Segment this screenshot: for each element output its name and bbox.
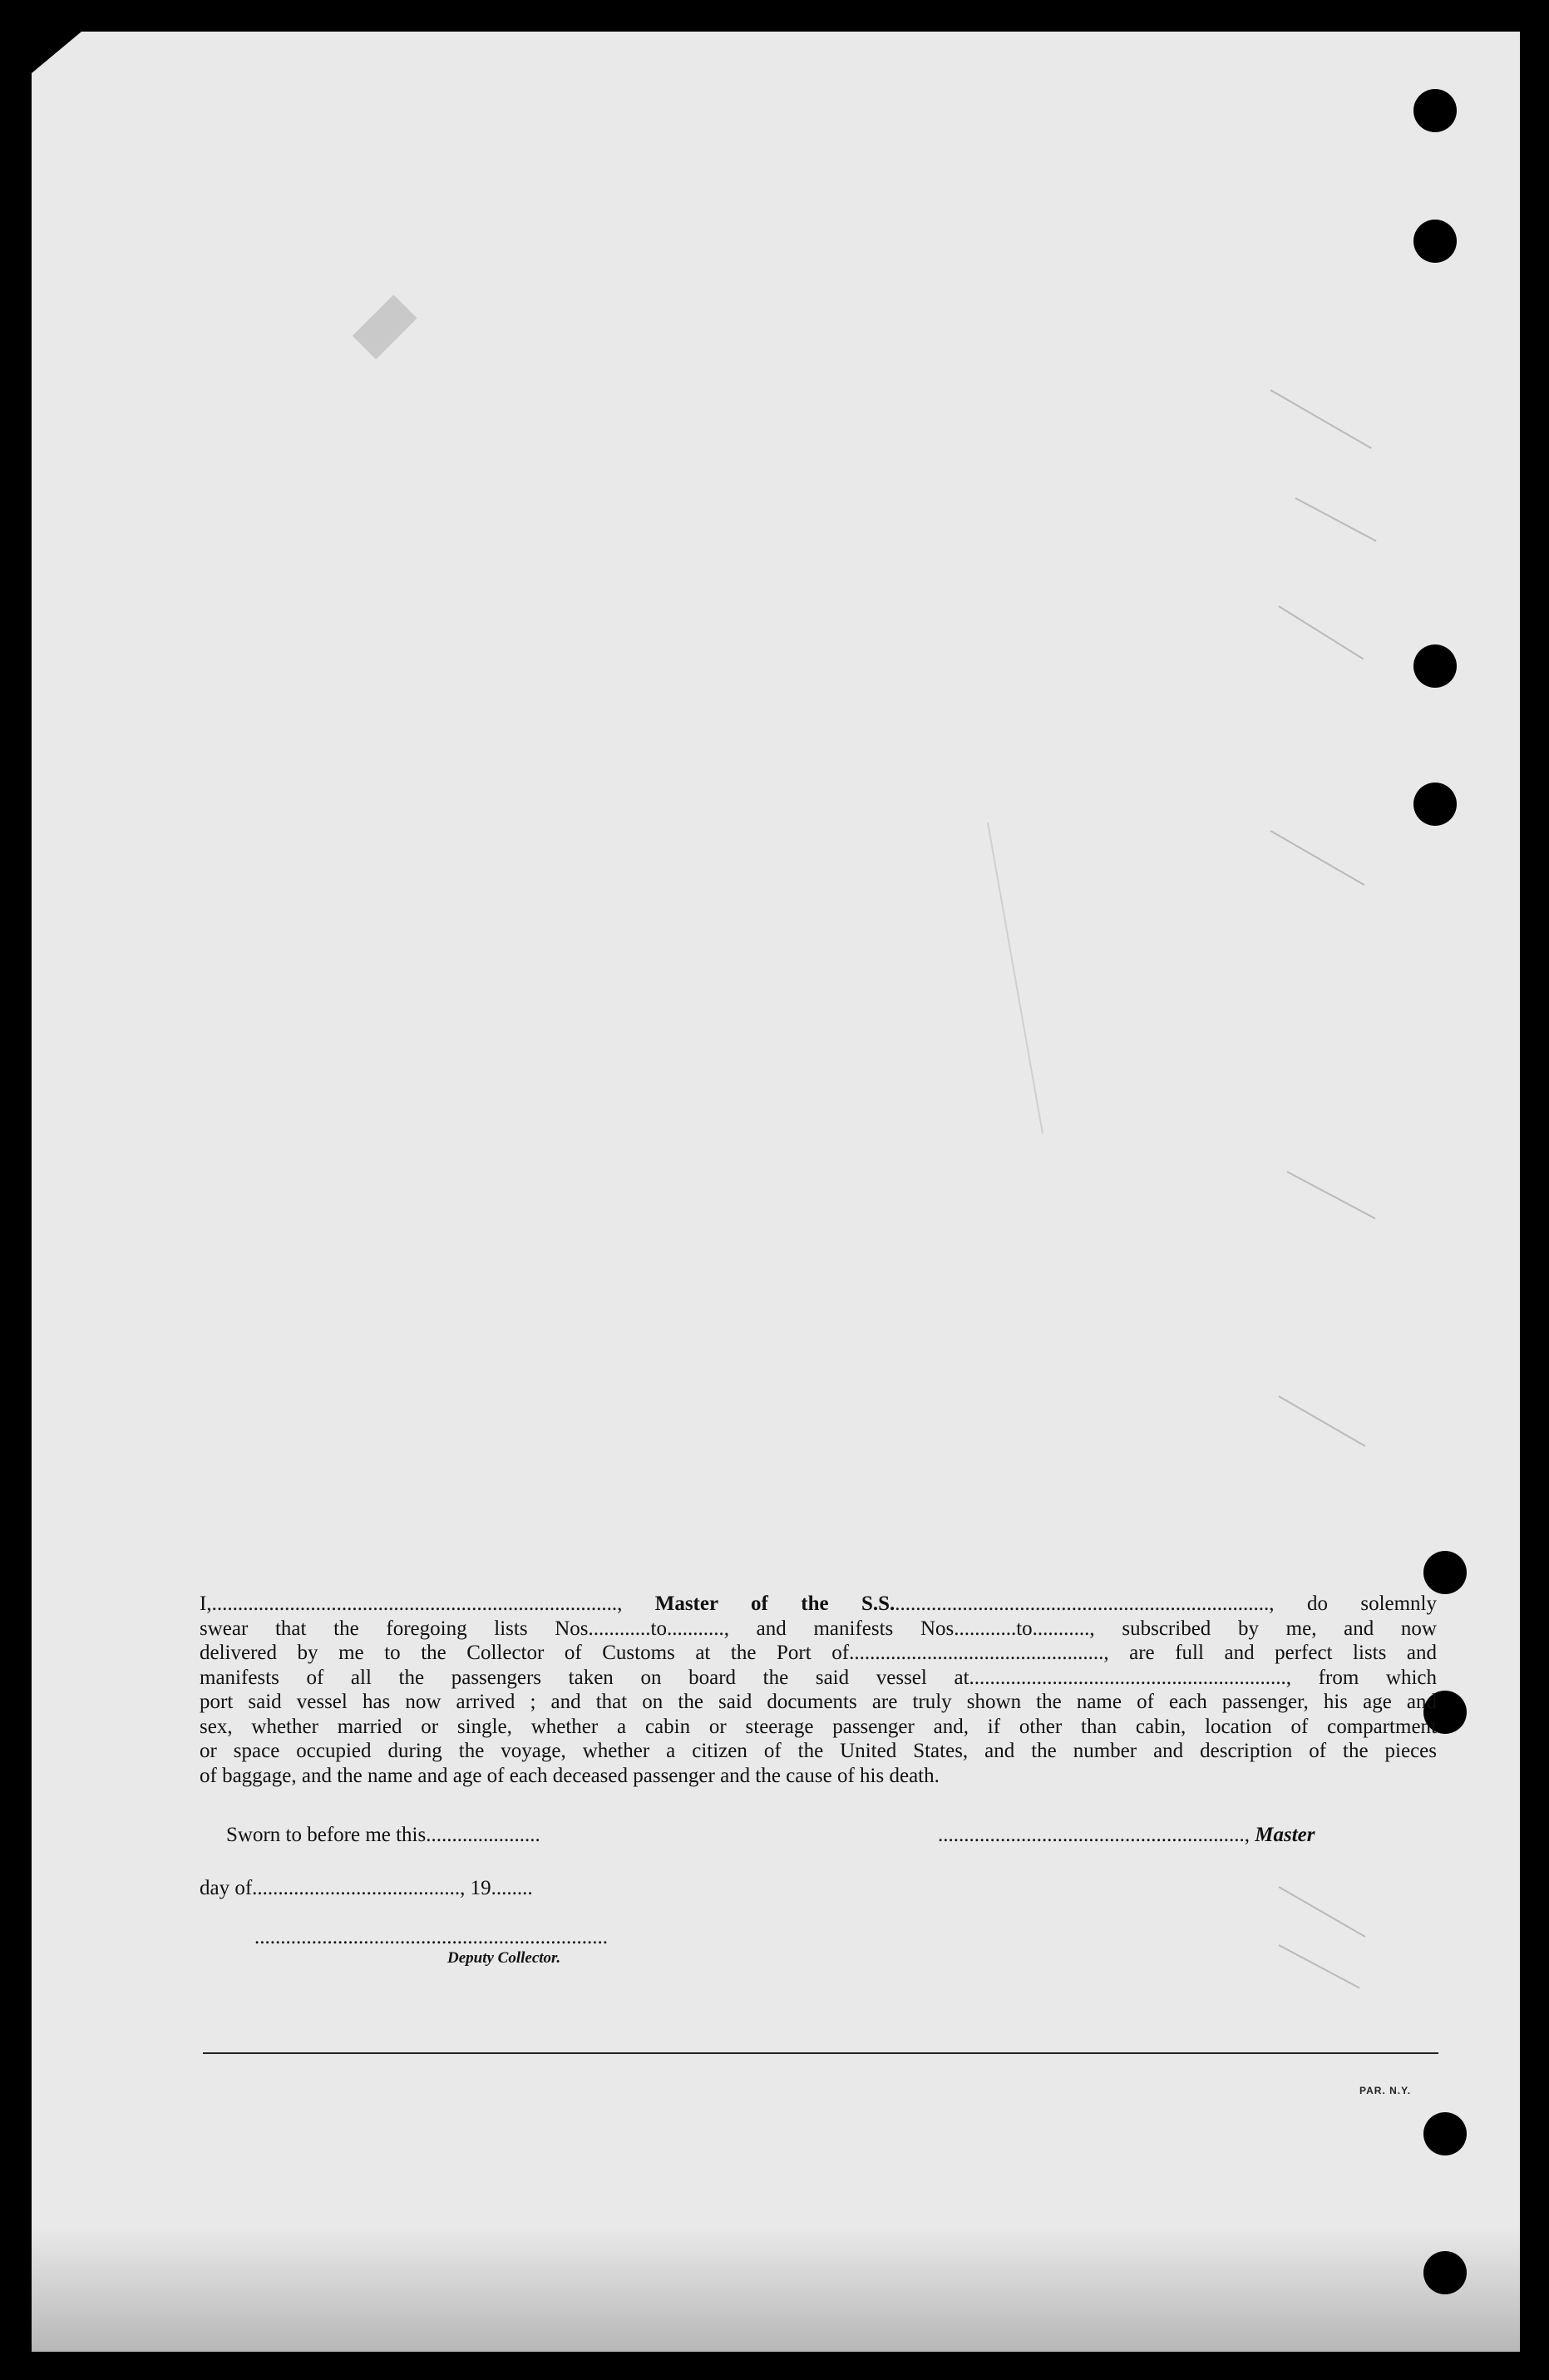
oath-line-6: sex, whether married or single, whether a cabin or steerage passenger and, if other than cabin, location of compartment bbox=[200, 1715, 1437, 1738]
day-line: day of........................................, 19........ bbox=[200, 1877, 533, 1899]
master-label: Master bbox=[1255, 1824, 1315, 1846]
oath-line-2: swear that the foregoing lists Nos............to..........., and manifests Nos............to..........., subscribed by me, and now bbox=[200, 1617, 1437, 1640]
master-signature-line bbox=[938, 1824, 1315, 1847]
punch-hole bbox=[1423, 2251, 1467, 2294]
bleed-smudge bbox=[353, 294, 417, 359]
oath-line-1: I,.............................................................................., Master of the S.S........................................................................., do solemnly bbox=[200, 1592, 1437, 1615]
master-oath-paragraph bbox=[200, 1592, 1437, 1788]
punch-hole bbox=[1423, 1551, 1467, 1594]
oath-line-7: or space occupied during the voyage, whether a citizen of the United States, and the number and description of the pieces bbox=[200, 1740, 1437, 1762]
bleed-mark bbox=[1270, 830, 1365, 886]
bleed-mark bbox=[1279, 1886, 1366, 1938]
footer-rule bbox=[203, 2052, 1438, 2054]
bottom-grime bbox=[32, 2227, 1520, 2352]
punch-hole bbox=[1413, 644, 1457, 688]
oath-pronoun: I, bbox=[200, 1592, 212, 1615]
oath-line-3: delivered by me to the Collector of Customs at the Port of................................................., are full and perfect lists and bbox=[200, 1642, 1437, 1664]
oath-line-8: of baggage, and the name and age of each deceased passenger and the cause of his death. bbox=[200, 1764, 940, 1787]
bleed-mark bbox=[1278, 605, 1364, 659]
deputy-collector-label: Deputy Collector. bbox=[447, 1949, 561, 1967]
manifest-page bbox=[32, 32, 1520, 2352]
oath-line-5: port said vessel has now arrived ; and that on the said documents are truly shown the name of each passenger, his age and bbox=[200, 1691, 1437, 1713]
punch-hole bbox=[1423, 2112, 1467, 2155]
bleed-mark bbox=[1287, 1171, 1376, 1219]
punch-hole bbox=[1413, 89, 1457, 132]
oath-text: do solemnly bbox=[1306, 1592, 1437, 1615]
master-signature-dots: ..........................................................., bbox=[938, 1824, 1255, 1846]
oath-line-4: manifests of all the passengers taken on board the said vessel at............................................................., from which bbox=[200, 1666, 1437, 1689]
sworn-before-line: Sworn to before me this...................... bbox=[226, 1824, 540, 1846]
printer-mark: PAR. N.Y. bbox=[1359, 2085, 1412, 2096]
bleed-mark bbox=[1279, 1395, 1366, 1447]
deputy-signature-dots: .................................................................... bbox=[254, 1926, 608, 1948]
punch-hole bbox=[1413, 220, 1457, 263]
punch-hole bbox=[1413, 783, 1457, 826]
master-of-ss-label: Master of the S.S. bbox=[654, 1592, 895, 1615]
bleed-mark bbox=[1295, 497, 1377, 541]
bleed-mark bbox=[1279, 1944, 1360, 1988]
bleed-mark bbox=[1270, 389, 1372, 449]
bleed-mark bbox=[987, 822, 1043, 1134]
